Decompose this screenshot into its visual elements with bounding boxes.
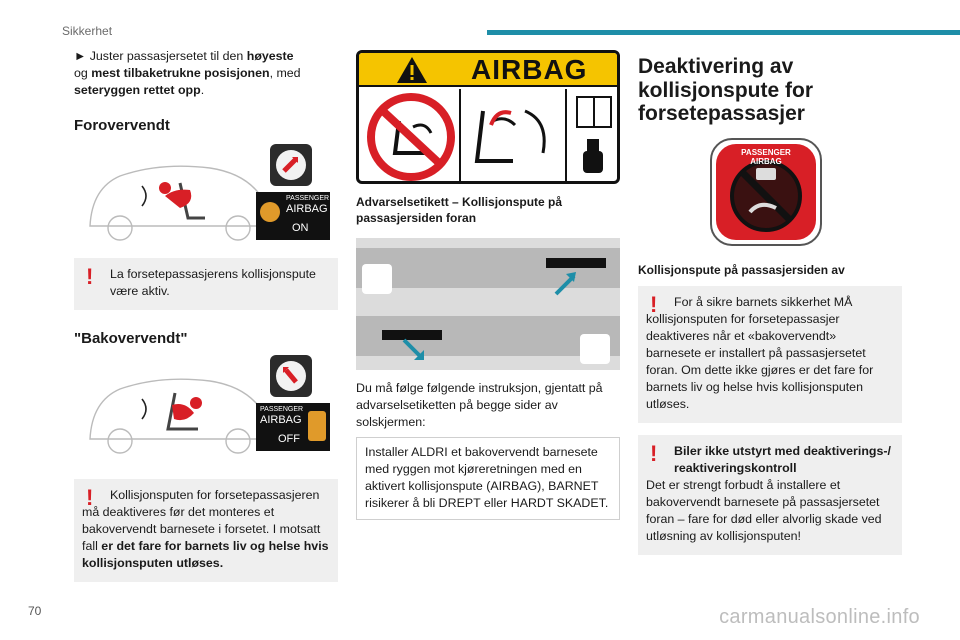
lamp-badge-text: PASSENGER AIRBAG xyxy=(741,147,791,166)
instruction-paragraph: Du må følge følgende instruksjon, gjentatt på advarselsetiketten på begge sider av solskjermen: xyxy=(356,381,603,429)
warning-exclamation-icon: ! xyxy=(650,440,658,466)
airbag-off-lamp-illustration xyxy=(638,136,902,254)
warning-triangle-icon xyxy=(395,55,429,85)
warning-exclamation-icon: ! xyxy=(650,291,658,317)
steering-wheel-icon xyxy=(362,264,392,294)
read-manual-icon xyxy=(569,91,619,183)
warning-rear: ! Kollisjonsputen for forsetepassasjeren må deaktiveres før det monteres et bakovervendt barnesete i forsetet. I motsatt fall er det fare for barnets liv og helse hvis kollisjonsputen utløses. xyxy=(74,479,338,582)
warning-forward: ! La forsetepassasjerens kollisjonspute være aktiv. xyxy=(74,258,338,310)
heading-forward: Forovervendt xyxy=(74,117,170,134)
heading-rear: "Bakovervendt" xyxy=(74,330,188,347)
warning-exclamation-icon: ! xyxy=(86,485,94,510)
label-caption: Advarselsetikett – Kollisjonspute på passasjersiden foran xyxy=(356,195,563,225)
intro-paragraph: ► Juster passasjersetet til den høyeste og mest tilbaketrukne posisjonen, med seteryggen rettet opp. xyxy=(74,49,301,97)
rear-illustration xyxy=(74,355,338,457)
lamp-caption: Kollisjonspute på passasjersiden av xyxy=(638,262,845,277)
steering-wheel-icon xyxy=(580,334,610,364)
airbag-on-switch-icon xyxy=(270,144,312,186)
seat-airbag-deploy-icon xyxy=(463,91,563,183)
airbag-off-indicator-icon xyxy=(308,411,326,441)
column-left xyxy=(74,48,338,582)
section-label: Sikkerhet xyxy=(62,24,113,38)
airbag-off-badge: PASSENGER AIRBAG OFF xyxy=(256,403,330,451)
pointer-arrow-icon xyxy=(400,336,430,366)
airbag-off-switch-icon xyxy=(270,355,312,397)
car-rearward-seat-illustration xyxy=(80,361,280,461)
forward-illustration xyxy=(74,142,338,242)
airbag-label-title: AIRBAG xyxy=(471,54,588,85)
airbag-on-badge: PASSENGER AIRBAG ON xyxy=(256,192,330,240)
car-forward-seat-illustration xyxy=(80,148,280,248)
warning-exclamation-icon: ! xyxy=(86,264,94,289)
header-accent-bar xyxy=(487,30,960,35)
warning-deactivate: ! For å sikre barnets sikkerhet MÅ kollisjonsputen for forsetepassasjer deaktiveres når et «bakovervendt» barnesete er installert på passasjersetet foran. Om dette ikke gjøres er det fare for barnets liv og helse hvis kollisjonsputen utløses. xyxy=(638,286,902,423)
no-rear-seat-prohibition-icon xyxy=(365,91,457,183)
pointer-arrow-icon xyxy=(552,268,582,298)
warning-no-control: ! Biler ikke utstyrt med deaktiverings-/ reaktiveringskontroll Det er strengt forbudt å installere et bakovervendt barnesete på passasjersetet foran – fare for død eller alvorlig skade ved utløsning av kollisjonsputen! xyxy=(638,435,902,555)
column-middle xyxy=(356,50,620,520)
page-number: 70 xyxy=(28,604,42,618)
airbag-on-indicator-icon xyxy=(260,202,280,222)
airbag-warning-label xyxy=(356,50,620,184)
watermark: carmanualsonline.info xyxy=(719,606,920,628)
column-right xyxy=(638,55,902,555)
section-title: Deaktivering av kollisjonspute for forsetepassasjer xyxy=(638,55,814,125)
visor-label-right xyxy=(546,258,606,268)
instruction-box: Installer ALDRI et bakovervendt barnesete med ryggen mot kjøreretningen med en aktivert kollisjonspute (AIRBAG), BARNET risikerer å bli DREPT eller HARDT SKADET. xyxy=(356,437,620,520)
bullet-arrow: ► xyxy=(74,49,87,63)
sun-visor-illustration xyxy=(356,238,620,370)
